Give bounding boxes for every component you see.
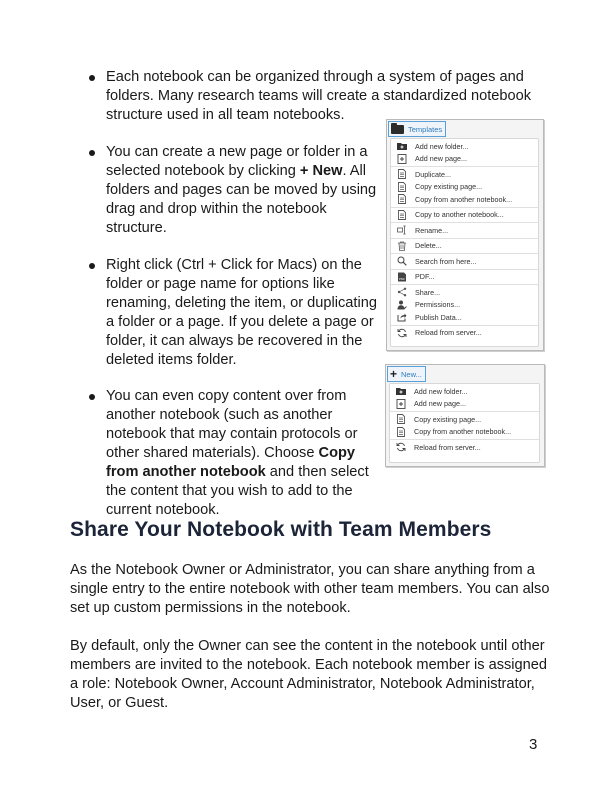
page-icon	[396, 414, 406, 424]
bullet-dot	[89, 75, 95, 81]
menu-item-label: Add new folder...	[415, 141, 469, 151]
menu-item-label: PDF...	[415, 272, 435, 282]
bullet-create-new: You can create a new page or folder in a selected notebook by clicking + New. All folders and pages can be moved by using drag and drop within the notebook structure.	[86, 143, 384, 238]
permissions-icon	[397, 300, 407, 310]
new-button[interactable]: + New...	[387, 366, 426, 382]
svg-text:PDF: PDF	[399, 276, 405, 281]
templates-folder-button[interactable]: Templates	[388, 121, 446, 137]
templates-menu-item-share[interactable]	[391, 286, 538, 299]
menu-item-label: Publish Data...	[415, 312, 462, 322]
rename-icon	[397, 225, 407, 235]
templates-menu-item-add-new-folder[interactable]	[391, 140, 538, 153]
templates-context-menu-screenshot	[386, 119, 544, 351]
trash-icon	[397, 241, 407, 251]
menu-group	[391, 285, 538, 326]
templates-menu-item-permissions[interactable]	[391, 299, 538, 312]
templates-menu-item-duplicate[interactable]	[391, 168, 538, 181]
menu-item-label: Permissions...	[415, 300, 461, 310]
section-heading: Share Your Notebook with Team Members	[70, 518, 492, 541]
menu-group	[391, 270, 538, 286]
menu-group	[391, 167, 538, 208]
add-folder-icon	[397, 141, 407, 151]
menu-group	[390, 384, 539, 412]
templates-menu-item-search-from-here[interactable]	[391, 255, 538, 268]
paragraph-roles: By default, only the Owner can see the content in the notebook until other members are invited to the notebook. Each notebook member is assigned a role: Notebook Owner, Account Administrator, Notebook Administrator, User, or Guest.	[70, 638, 547, 711]
pdf-icon	[397, 272, 407, 282]
menu-item-label: Add new page...	[414, 399, 466, 409]
menu-group	[390, 412, 539, 440]
bullet-organize: Each notebook can be organized through a system of pages and folders. Many research teams will create a standardized notebook structure used in all team notebooks.	[86, 68, 566, 125]
page-number: 3	[529, 736, 538, 753]
add-page-icon	[396, 399, 406, 409]
menu-item-label: Copy existing page...	[415, 182, 483, 192]
menu-group	[390, 440, 539, 455]
menu-group	[391, 326, 538, 341]
templates-menu-item-copy-to-another-notebook[interactable]	[391, 209, 538, 222]
add-folder-icon	[396, 386, 406, 396]
page-icon	[397, 194, 407, 204]
menu-group	[391, 254, 538, 270]
templates-menu-item-delete[interactable]	[391, 240, 538, 253]
page-icon	[397, 210, 407, 220]
new-menu-item-copy-existing-page[interactable]	[390, 413, 539, 426]
menu-item-label: Copy existing page...	[414, 414, 482, 424]
bullet-right-click: Right click (Ctrl + Click for Macs) on the folder or page name for options like renaming, deleting the item, or duplicating a folder or a page. If you delete a page or folder, it can always be recovered in the deleted items folder.	[86, 256, 384, 370]
menu-item-label: Copy from another notebook...	[414, 427, 512, 437]
templates-menu-item-copy-from-another-notebook[interactable]	[391, 193, 538, 206]
new-menu-item-reload-from-server[interactable]	[390, 441, 539, 454]
new-menu-item-add-new-page[interactable]	[390, 398, 539, 411]
menu-item-label: Add new page...	[415, 154, 467, 164]
page-icon	[397, 169, 407, 179]
templates-menu-panel	[390, 138, 539, 347]
menu-item-label: Reload from server...	[414, 442, 481, 452]
templates-menu-item-copy-existing-page[interactable]	[391, 181, 538, 194]
new-menu-panel	[389, 383, 540, 463]
templates-menu-item-reload-from-server[interactable]	[391, 327, 538, 340]
menu-item-label: Search from here...	[415, 256, 477, 266]
templates-menu-item-rename[interactable]	[391, 224, 538, 237]
page-icon	[396, 427, 406, 437]
bullet-copy-content: You can even copy content over from another notebook (such as another notebook that may contain protocols or other shared materials). Choose Copy from another notebook and then select the content that you wish to add to the current notebook.	[86, 387, 384, 520]
share-icon	[397, 287, 407, 297]
bullet-dot	[89, 150, 95, 156]
new-menu-item-add-new-folder[interactable]	[390, 385, 539, 398]
menu-item-label: Reload from server...	[415, 328, 482, 338]
menu-group	[391, 223, 538, 239]
menu-group	[391, 239, 538, 255]
menu-group	[391, 208, 538, 224]
menu-item-label: Share...	[415, 287, 441, 297]
menu-item-label: Copy to another notebook...	[415, 210, 504, 220]
bullet-dot	[89, 263, 95, 269]
folder-icon	[391, 125, 404, 134]
page-icon	[397, 182, 407, 192]
menu-item-label: Rename...	[415, 225, 449, 235]
menu-item-label: Copy from another notebook...	[415, 194, 513, 204]
add-page-icon	[397, 154, 407, 164]
plus-icon: +	[390, 367, 398, 381]
new-menu-item-copy-from-another-notebook[interactable]	[390, 426, 539, 439]
templates-menu-item-publish-data[interactable]	[391, 311, 538, 324]
bullet-dot	[89, 394, 95, 400]
search-icon	[397, 256, 407, 266]
new-menu-screenshot	[385, 364, 545, 467]
publish-icon	[397, 312, 407, 322]
templates-menu-item-add-new-page[interactable]	[391, 153, 538, 166]
menu-group	[391, 139, 538, 167]
menu-item-label: Delete...	[415, 241, 442, 251]
menu-item-label: Add new folder...	[414, 386, 468, 396]
reload-icon	[396, 442, 406, 452]
paragraph-sharing: As the Notebook Owner or Administrator, you can share anything from a single entry to the entire notebook with other team members. You can also set up custom permissions in the notebook.	[70, 562, 550, 616]
menu-item-label: Duplicate...	[415, 169, 451, 179]
reload-icon	[397, 328, 407, 338]
templates-menu-item-pdf[interactable]	[391, 271, 538, 284]
